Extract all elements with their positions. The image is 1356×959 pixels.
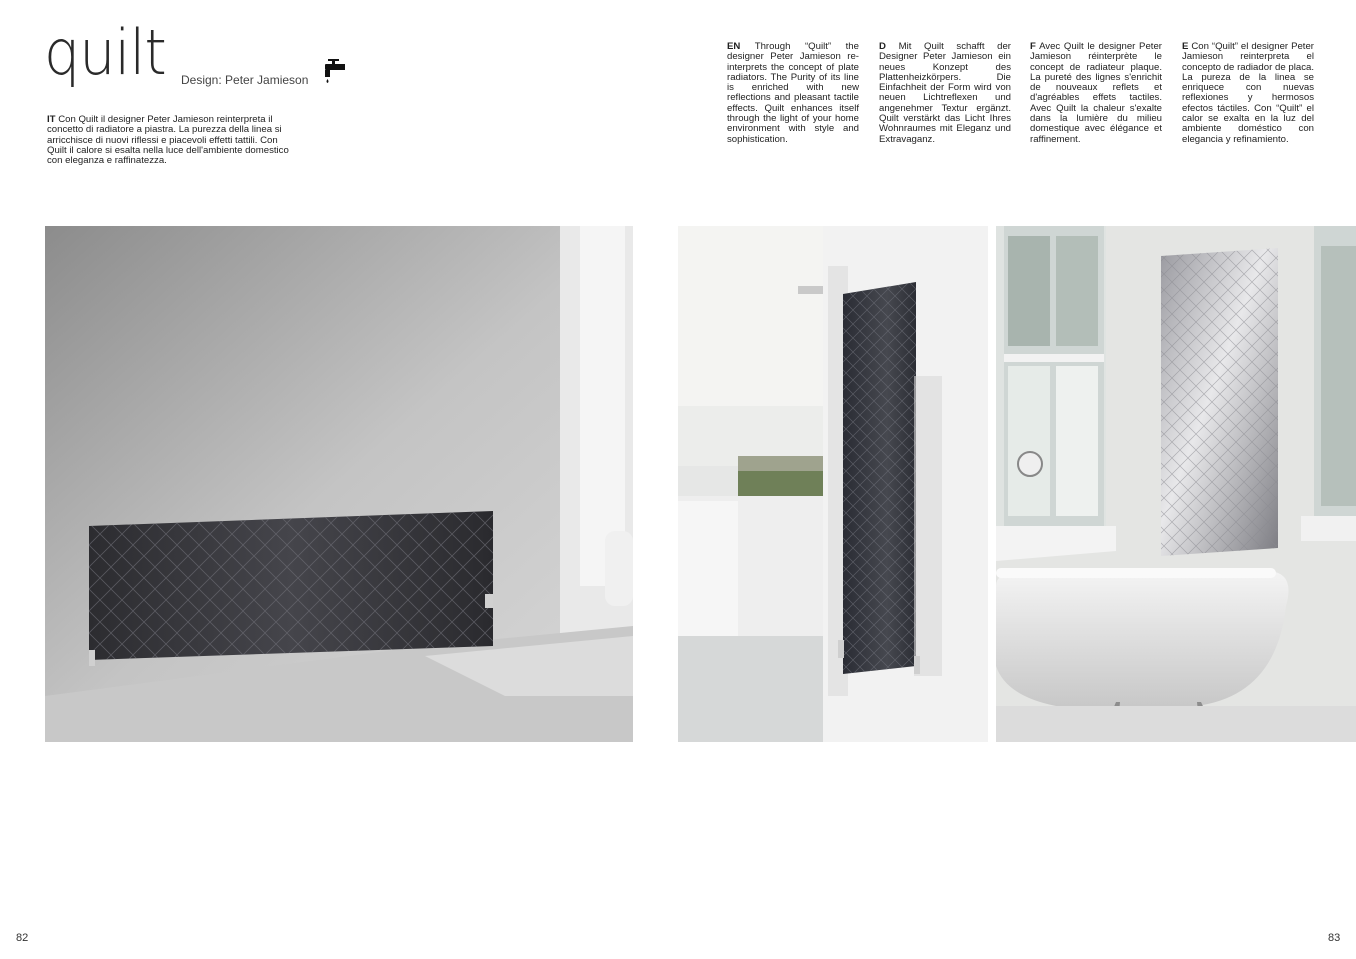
lang-code-es: E [1182,41,1189,52]
page-number-right: 83 [1328,932,1341,944]
text-column-fr [1030,42,1162,145]
lang-code-fr: F [1030,41,1036,52]
page-title: quilt [44,16,166,89]
intro-body-it: Con Quilt il designer Peter Jamieson reinterpreta il concetto di radiatore a piastra. La purezza della linea si arricchisce di nuovi riflessi e piacevoli effetti tattili. Con Quilt il calore si esalta nella luce dell'ambiente domestico con eleganza e raffinatezza. [47,114,289,167]
photo-vertical-radiator-kitchen [678,226,988,742]
text-column-de [879,42,1011,145]
photo-bathroom-radiator [996,226,1356,742]
text-column-en [727,42,859,145]
text-body-es: Con “Quilt” el designer Peter Jamieson reinterpreta el concepto de radiador de placa. La pureza de la linea se enriquece con nuevas reflexiones y hermosos efectos táctiles. Con “Quilt” el calor se exalta en la luz del ambiente doméstico con elegancia y refinamiento. [1182,41,1314,145]
lang-code-de: D [879,41,886,52]
text-body-fr: Avec Quilt le designer Peter Jamieson réinterprète le concept de radiateur plaque. La pureté des lignes s'enrichit de nouveaux reflets et d'agréables effets tactiles. Avec Quilt la chaleur s'exalte dans la lumière du milieu domestique avec élégance et raffinement. [1030,41,1162,145]
page-number-left: 82 [16,932,29,944]
text-body-de: Mit Quilt schafft der Designer Peter Jamieson ein neues Konzept des Plattenheizkörpers. Die Einfachheit der Form wird von neuen Lichtreflexen und angenehmer Textur ergänzt. Quilt verstärkt das Licht Ihres Wohnraumes mit Eleganz und Extravaganz. [879,41,1012,145]
photo-horizontal-radiator [45,226,633,742]
lang-code-it: IT [47,114,56,125]
text-column-es [1182,42,1314,145]
faucet-icon [322,58,348,88]
lang-code-en: EN [727,41,741,52]
text-body-en: Through “Quilt” the designer Peter Jamieson re-interprets the concept of plate radiators. The Purity of its line is enriched with new reflections and pleasant tactile effects. Quilt enhances itself through the light of your home environment with style and sophistication. [727,41,859,145]
designer-credit: Design: Peter Jamieson [181,73,309,87]
intro-text-it [47,115,292,166]
